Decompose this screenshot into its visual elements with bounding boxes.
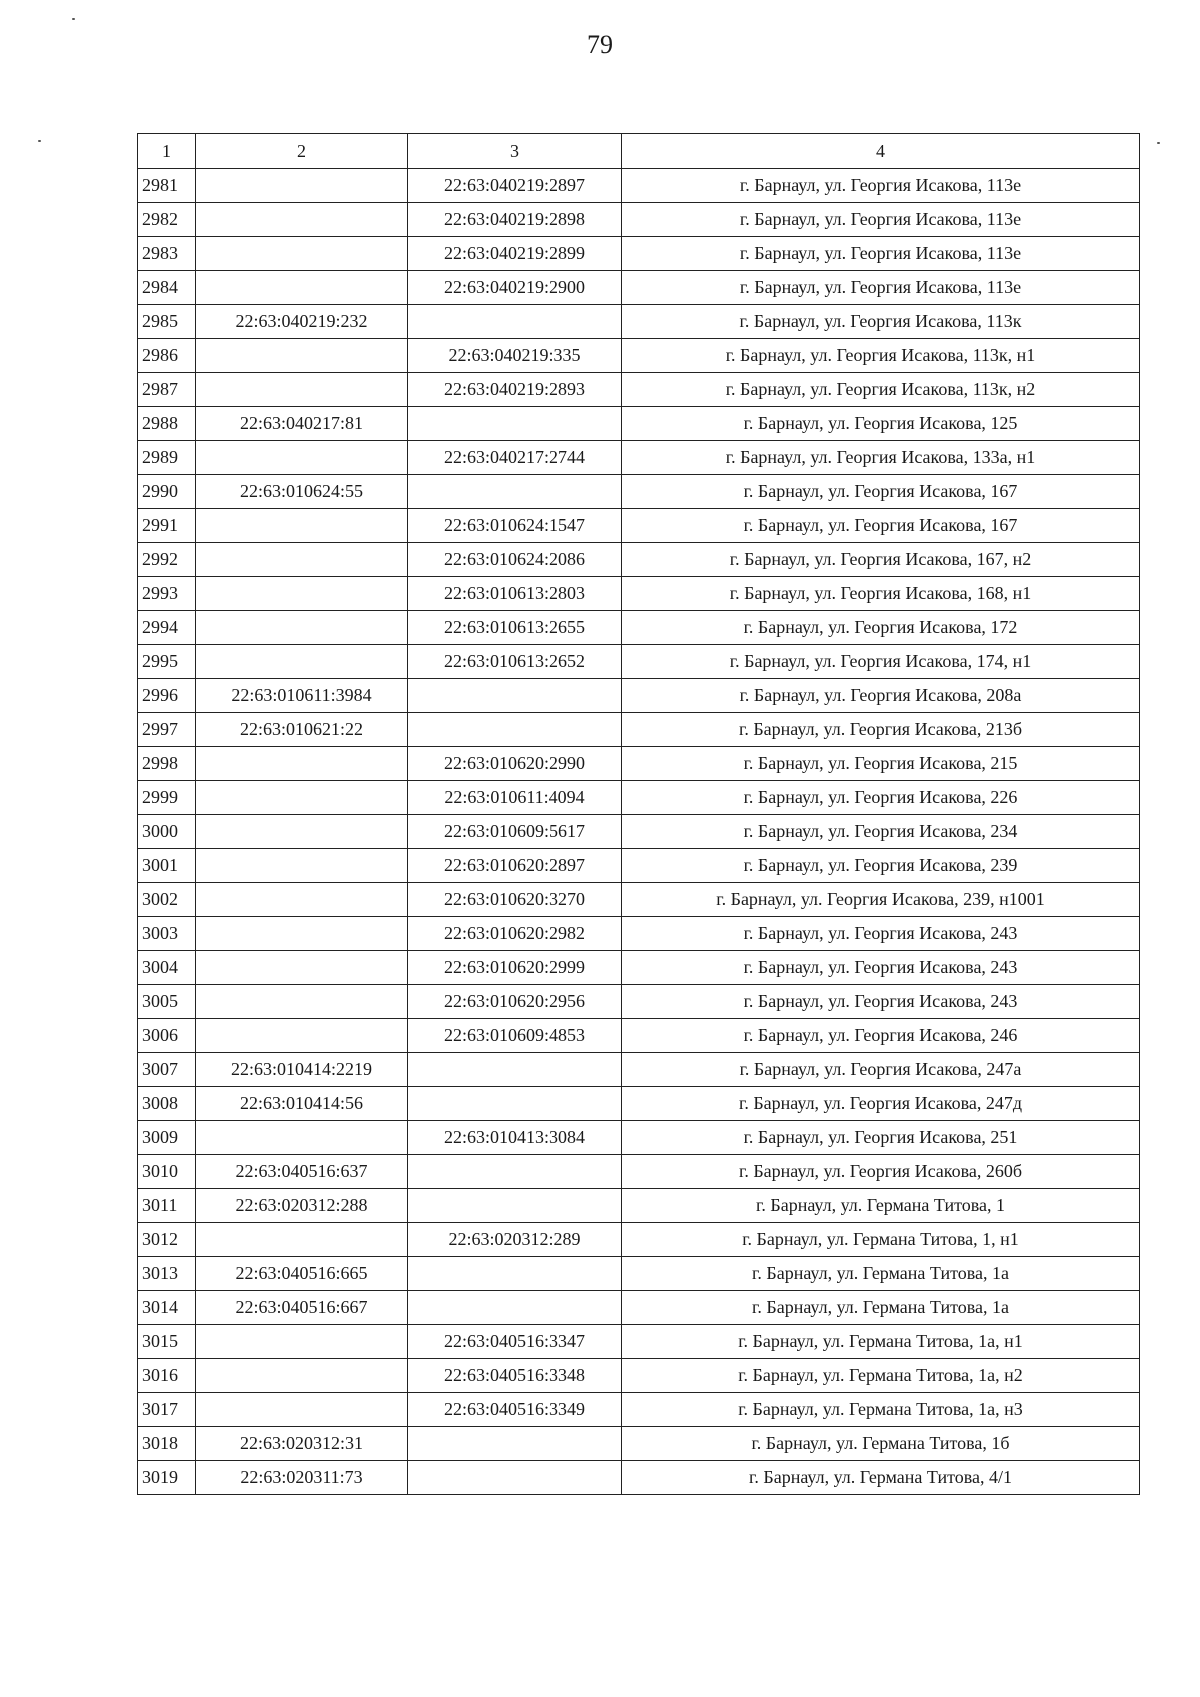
table-row [138,951,1140,985]
header-col-3: 3 [408,134,622,169]
cadastral-number-col-2 [196,1359,408,1393]
row-number: 2988 [138,407,196,441]
cadastral-number-col-2 [196,441,408,475]
row-number: 2997 [138,713,196,747]
address: г. Барнаул, ул. Георгия Исакова, 234 [622,815,1140,849]
address: г. Барнаул, ул. Георгия Исакова, 113е [622,237,1140,271]
cadastral-number-col-2: 22:63:040219:232 [196,305,408,339]
address: г. Барнаул, ул. Георгия Исакова, 208а [622,679,1140,713]
address: г. Барнаул, ул. Георгия Исакова, 133а, н1 [622,441,1140,475]
cadastral-number-col-3 [408,1291,622,1325]
row-number: 3001 [138,849,196,883]
table-row [138,577,1140,611]
cadastral-number-col-3: 22:63:010613:2655 [408,611,622,645]
row-number: 3014 [138,1291,196,1325]
table-row [138,1291,1140,1325]
row-number: 3018 [138,1427,196,1461]
table-row [138,815,1140,849]
cadastral-number-col-3: 22:63:040516:3347 [408,1325,622,1359]
table-row [138,271,1140,305]
table-row [138,1393,1140,1427]
cadastral-number-col-3: 22:63:040217:2744 [408,441,622,475]
cadastral-number-col-2 [196,985,408,1019]
cadastral-number-col-3: 22:63:010620:2999 [408,951,622,985]
address: г. Барнаул, ул. Георгия Исакова, 251 [622,1121,1140,1155]
cadastral-number-col-2: 22:63:010414:2219 [196,1053,408,1087]
cadastral-number-col-2 [196,509,408,543]
table-row [138,781,1140,815]
row-number: 3008 [138,1087,196,1121]
row-number: 3016 [138,1359,196,1393]
row-number: 2982 [138,203,196,237]
address: г. Барнаул, ул. Георгия Исакова, 239 [622,849,1140,883]
table-row [138,1325,1140,1359]
registry-table [137,133,1140,1495]
cadastral-number-col-3 [408,1053,622,1087]
row-number: 3017 [138,1393,196,1427]
cadastral-number-col-3: 22:63:010609:4853 [408,1019,622,1053]
cadastral-number-col-2: 22:63:040516:667 [196,1291,408,1325]
row-number: 3010 [138,1155,196,1189]
cadastral-number-col-3 [408,407,622,441]
cadastral-number-col-2 [196,1325,408,1359]
address: г. Барнаул, ул. Георгия Исакова, 168, н1 [622,577,1140,611]
page-number: 79 [587,30,613,59]
table-row [138,1359,1140,1393]
cadastral-number-col-3: 22:63:010620:2956 [408,985,622,1019]
cadastral-number-col-2 [196,271,408,305]
table-row [138,441,1140,475]
cadastral-number-col-2 [196,339,408,373]
table-row [138,849,1140,883]
address: г. Барнаул, ул. Германа Титова, 1 [622,1189,1140,1223]
row-number: 3011 [138,1189,196,1223]
table-header [138,134,1140,169]
table-row [138,475,1140,509]
table-row [138,747,1140,781]
row-number: 2981 [138,169,196,203]
table-row [138,679,1140,713]
cadastral-number-col-3: 22:63:010620:3270 [408,883,622,917]
row-number: 2983 [138,237,196,271]
scan-speck [72,18,75,20]
row-number: 2996 [138,679,196,713]
cadastral-number-col-3 [408,1087,622,1121]
cadastral-number-col-2 [196,781,408,815]
address: г. Барнаул, ул. Георгия Исакова, 243 [622,951,1140,985]
header-row [138,134,1140,169]
row-number: 3000 [138,815,196,849]
cadastral-number-col-3: 22:63:010620:2990 [408,747,622,781]
address: г. Барнаул, ул. Георгия Исакова, 174, н1 [622,645,1140,679]
address: г. Барнаул, ул. Георгия Исакова, 243 [622,917,1140,951]
table-row [138,339,1140,373]
cadastral-number-col-3: 22:63:040219:2899 [408,237,622,271]
address: г. Барнаул, ул. Георгия Исакова, 125 [622,407,1140,441]
address: г. Барнаул, ул. Георгия Исакова, 172 [622,611,1140,645]
address: г. Барнаул, ул. Георгия Исакова, 113к, н2 [622,373,1140,407]
cadastral-number-col-3: 22:63:010620:2897 [408,849,622,883]
cadastral-number-col-2: 22:63:020312:31 [196,1427,408,1461]
address: г. Барнаул, ул. Георгия Исакова, 247а [622,1053,1140,1087]
cadastral-number-col-3: 22:63:040219:2897 [408,169,622,203]
cadastral-number-col-2: 22:63:010621:22 [196,713,408,747]
cadastral-number-col-3 [408,1427,622,1461]
table-row [138,611,1140,645]
cadastral-number-col-2 [196,373,408,407]
cadastral-number-col-2 [196,203,408,237]
scan-speck [1157,142,1160,144]
cadastral-number-col-2 [196,1393,408,1427]
cadastral-number-col-3: 22:63:040516:3348 [408,1359,622,1393]
cadastral-number-col-3: 22:63:010624:2086 [408,543,622,577]
cadastral-number-col-3: 22:63:040516:3349 [408,1393,622,1427]
cadastral-number-col-2 [196,1019,408,1053]
table-row [138,1155,1140,1189]
address: г. Барнаул, ул. Георгия Исакова, 239, н1001 [622,883,1140,917]
row-number: 3005 [138,985,196,1019]
cadastral-number-col-2 [196,815,408,849]
cadastral-number-col-3: 22:63:010413:3084 [408,1121,622,1155]
row-number: 2987 [138,373,196,407]
cadastral-number-col-2: 22:63:010414:56 [196,1087,408,1121]
cadastral-number-col-2 [196,1121,408,1155]
table-row [138,1189,1140,1223]
cadastral-number-col-3: 22:63:010611:4094 [408,781,622,815]
cadastral-number-col-3: 22:63:040219:335 [408,339,622,373]
row-number: 2994 [138,611,196,645]
table-row [138,543,1140,577]
cadastral-number-col-2: 22:63:020311:73 [196,1461,408,1495]
row-number: 3012 [138,1223,196,1257]
cadastral-number-col-3: 22:63:010624:1547 [408,509,622,543]
row-number: 2986 [138,339,196,373]
table-row [138,1427,1140,1461]
cadastral-number-col-3: 22:63:010609:5617 [408,815,622,849]
table-row [138,169,1140,203]
cadastral-number-col-2: 22:63:040516:637 [196,1155,408,1189]
table-row [138,713,1140,747]
cadastral-number-col-3: 22:63:010613:2803 [408,577,622,611]
row-number: 3019 [138,1461,196,1495]
cadastral-number-col-3: 22:63:040219:2898 [408,203,622,237]
cadastral-number-col-2: 22:63:020312:288 [196,1189,408,1223]
table-row [138,237,1140,271]
cadastral-number-col-2 [196,917,408,951]
address: г. Барнаул, ул. Георгия Исакова, 167 [622,475,1140,509]
table-row [138,1121,1140,1155]
table-row [138,373,1140,407]
address: г. Барнаул, ул. Германа Титова, 4/1 [622,1461,1140,1495]
row-number: 3002 [138,883,196,917]
cadastral-number-col-2 [196,747,408,781]
table-row [138,305,1140,339]
row-number: 2998 [138,747,196,781]
cadastral-number-col-3 [408,475,622,509]
cadastral-number-col-2 [196,645,408,679]
cadastral-number-col-3 [408,1155,622,1189]
table-row [138,509,1140,543]
cadastral-number-col-3: 22:63:010620:2982 [408,917,622,951]
cadastral-number-col-2: 22:63:010611:3984 [196,679,408,713]
row-number: 2991 [138,509,196,543]
address: г. Барнаул, ул. Георгия Исакова, 113е [622,169,1140,203]
row-number: 3009 [138,1121,196,1155]
cadastral-number-col-3: 22:63:040219:2893 [408,373,622,407]
address: г. Барнаул, ул. Георгия Исакова, 226 [622,781,1140,815]
cadastral-number-col-3 [408,713,622,747]
cadastral-number-col-3: 22:63:010613:2652 [408,645,622,679]
cadastral-number-col-2 [196,543,408,577]
cadastral-number-col-2 [196,1223,408,1257]
cadastral-number-col-2 [196,883,408,917]
row-number: 3004 [138,951,196,985]
cadastral-number-col-2: 22:63:010624:55 [196,475,408,509]
cadastral-number-col-2 [196,849,408,883]
cadastral-number-col-2 [196,951,408,985]
address: г. Барнаул, ул. Германа Титова, 1а, н2 [622,1359,1140,1393]
table-row [138,407,1140,441]
address: г. Барнаул, ул. Георгия Исакова, 167, н2 [622,543,1140,577]
cadastral-number-col-3 [408,305,622,339]
header-col-4: 4 [622,134,1140,169]
cadastral-number-col-2 [196,237,408,271]
address: г. Барнаул, ул. Георгия Исакова, 247д [622,1087,1140,1121]
row-number: 3015 [138,1325,196,1359]
cadastral-number-col-3: 22:63:020312:289 [408,1223,622,1257]
row-number: 2993 [138,577,196,611]
address: г. Барнаул, ул. Германа Титова, 1б [622,1427,1140,1461]
table-row [138,1257,1140,1291]
table-body [138,169,1140,1495]
table-row [138,985,1140,1019]
cadastral-number-col-2 [196,169,408,203]
address: г. Барнаул, ул. Германа Титова, 1, н1 [622,1223,1140,1257]
table-row [138,1053,1140,1087]
row-number: 2995 [138,645,196,679]
row-number: 3007 [138,1053,196,1087]
address: г. Барнаул, ул. Георгия Исакова, 113е [622,271,1140,305]
address: г. Барнаул, ул. Георгия Исакова, 167 [622,509,1140,543]
header-col-2: 2 [196,134,408,169]
table-row [138,203,1140,237]
address: г. Барнаул, ул. Германа Титова, 1а [622,1291,1140,1325]
table-row [138,883,1140,917]
row-number: 3006 [138,1019,196,1053]
address: г. Барнаул, ул. Георгия Исакова, 260б [622,1155,1140,1189]
table-row [138,1461,1140,1495]
address: г. Барнаул, ул. Георгия Исакова, 213б [622,713,1140,747]
row-number: 2992 [138,543,196,577]
address: г. Барнаул, ул. Георгия Исакова, 215 [622,747,1140,781]
address: г. Барнаул, ул. Георгия Исакова, 246 [622,1019,1140,1053]
cadastral-number-col-2: 22:63:040217:81 [196,407,408,441]
row-number: 2984 [138,271,196,305]
cadastral-number-col-2 [196,577,408,611]
cadastral-number-col-2 [196,611,408,645]
scan-speck [38,140,41,142]
row-number: 3003 [138,917,196,951]
cadastral-number-col-3 [408,1461,622,1495]
row-number: 2990 [138,475,196,509]
cadastral-number-col-3 [408,679,622,713]
cadastral-number-col-3 [408,1257,622,1291]
cadastral-number-col-3: 22:63:040219:2900 [408,271,622,305]
address: г. Барнаул, ул. Георгия Исакова, 113е [622,203,1140,237]
row-number: 2999 [138,781,196,815]
address: г. Барнаул, ул. Георгия Исакова, 113к [622,305,1140,339]
row-number: 3013 [138,1257,196,1291]
table-row [138,645,1140,679]
address: г. Барнаул, ул. Германа Титова, 1а [622,1257,1140,1291]
row-number: 2989 [138,441,196,475]
cadastral-number-col-2: 22:63:040516:665 [196,1257,408,1291]
row-number: 2985 [138,305,196,339]
table-row [138,917,1140,951]
address: г. Барнаул, ул. Георгия Исакова, 113к, н1 [622,339,1140,373]
table-row [138,1223,1140,1257]
header-col-1: 1 [138,134,196,169]
table-row [138,1019,1140,1053]
cadastral-number-col-3 [408,1189,622,1223]
address: г. Барнаул, ул. Георгия Исакова, 243 [622,985,1140,1019]
table-row [138,1087,1140,1121]
address: г. Барнаул, ул. Германа Титова, 1а, н3 [622,1393,1140,1427]
address: г. Барнаул, ул. Германа Титова, 1а, н1 [622,1325,1140,1359]
